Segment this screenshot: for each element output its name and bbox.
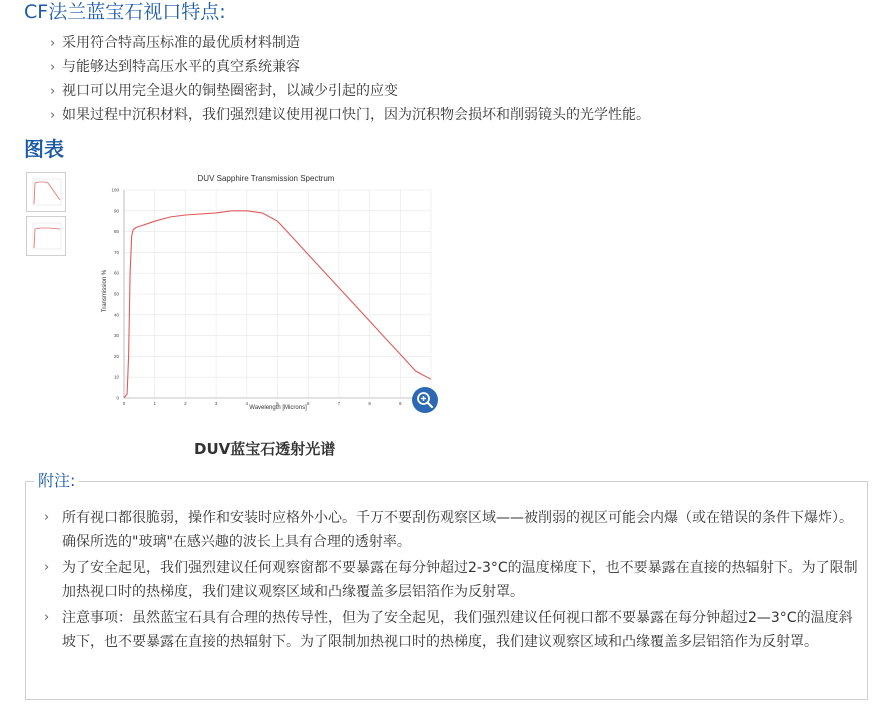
y-tick-label: 100 bbox=[111, 187, 119, 193]
charts-heading: 图表 bbox=[24, 137, 64, 161]
note-text: 为了安全起见，我们强烈建议任何观察窗都不要暴露在每分钟超过2-3°C的温度梯度下，也不要暴露在直接的热辐射下。为了限制加热视口时的热梯度，我们建议观察区域和凸缘覆盖多层铝箔作为反射罩。 bbox=[62, 560, 858, 600]
y-tick-label: 70 bbox=[113, 249, 119, 255]
list-item bbox=[50, 103, 650, 127]
x-tick-label: 3 bbox=[214, 401, 218, 406]
feature-text: 视口可以用完全退火的铜垫圈密封，以减少引起的应变 bbox=[62, 83, 398, 99]
x-tick-label: 2 bbox=[184, 401, 187, 406]
feature-text: 与能够达到特高压水平的真空系统兼容 bbox=[62, 59, 300, 75]
list-item bbox=[50, 55, 650, 79]
x-tick-label: 0 bbox=[122, 401, 126, 406]
note-text: 注意事项：虽然蓝宝石具有合理的热传导性，但为了安全起见，我们强烈建议任何视口都不要暴露在每分钟超过2—3°C的温度斜坡下，也不要暴露在直接的热辐射下。为了限制加热视口时的热梯度，我们建议观察区域和凸缘覆盖多层铝箔作为反射罩。 bbox=[62, 610, 853, 650]
chevron-right-icon: › bbox=[50, 84, 56, 99]
zoom-in-icon bbox=[412, 387, 438, 413]
y-tick-label: 10 bbox=[113, 374, 119, 380]
chart-svg bbox=[98, 170, 440, 415]
zoom-button[interactable] bbox=[412, 387, 438, 413]
note-text: 所有视口都很脆弱，操作和安装时应格外小心。千万不要刮伤观察区域——被削弱的视区可能会内爆（或在错误的条件下爆炸）。确保所选的"玻璃"在感兴趣的波长上具有合理的透射率。 bbox=[62, 510, 853, 550]
y-tick-label: 80 bbox=[113, 229, 119, 235]
x-tick-label: 7 bbox=[337, 401, 341, 406]
chart-thumbnail-2[interactable] bbox=[26, 216, 66, 256]
x-tick-label: 8 bbox=[368, 401, 371, 406]
chevron-right-icon: › bbox=[50, 108, 56, 123]
x-tick-label: 9 bbox=[399, 401, 402, 406]
x-tick-label: 4 bbox=[245, 401, 249, 406]
chart-caption: DUV蓝宝石透射光谱 bbox=[194, 440, 336, 458]
list-item bbox=[50, 31, 650, 55]
x-tick-label: 5 bbox=[276, 401, 279, 406]
chevron-right-icon: › bbox=[44, 560, 50, 575]
y-tick-label: 0 bbox=[116, 395, 119, 401]
transmission-chart[interactable] bbox=[98, 170, 440, 415]
chart-title: DUV Sapphire Transmission Spectrum bbox=[197, 174, 335, 183]
x-axis-label: Wavelength [Microns] bbox=[249, 405, 307, 411]
notes-box bbox=[25, 481, 868, 700]
feature-text: 采用符合特高压标准的最优质材料制造 bbox=[62, 35, 300, 51]
y-axis-label: Transmission % bbox=[102, 269, 108, 313]
x-tick-label: 1 bbox=[153, 401, 156, 406]
x-tick-label: 6 bbox=[306, 401, 310, 406]
chart-thumbnail-1[interactable] bbox=[26, 172, 66, 212]
notes-title: 附注: bbox=[34, 470, 79, 492]
chevron-right-icon: › bbox=[44, 510, 50, 525]
page-heading: CF法兰蓝宝石视口特点: bbox=[24, 1, 226, 23]
list-item bbox=[44, 506, 858, 554]
chevron-right-icon: › bbox=[50, 36, 56, 51]
y-tick-label: 60 bbox=[113, 270, 119, 276]
list-item bbox=[44, 606, 858, 654]
chevron-right-icon: › bbox=[50, 60, 56, 75]
feature-text: 如果过程中沉积材料，我们强烈建议使用视口快门，因为沉积物会损坏和削弱镜头的光学性能。 bbox=[62, 107, 650, 123]
y-tick-label: 20 bbox=[113, 353, 119, 359]
y-tick-label: 50 bbox=[113, 291, 119, 297]
feature-list bbox=[50, 31, 650, 127]
chevron-right-icon: › bbox=[44, 610, 50, 625]
y-tick-label: 30 bbox=[113, 333, 119, 339]
y-tick-label: 40 bbox=[113, 312, 119, 318]
list-item bbox=[44, 556, 858, 604]
list-item bbox=[50, 79, 650, 103]
y-tick-label: 90 bbox=[113, 208, 119, 214]
